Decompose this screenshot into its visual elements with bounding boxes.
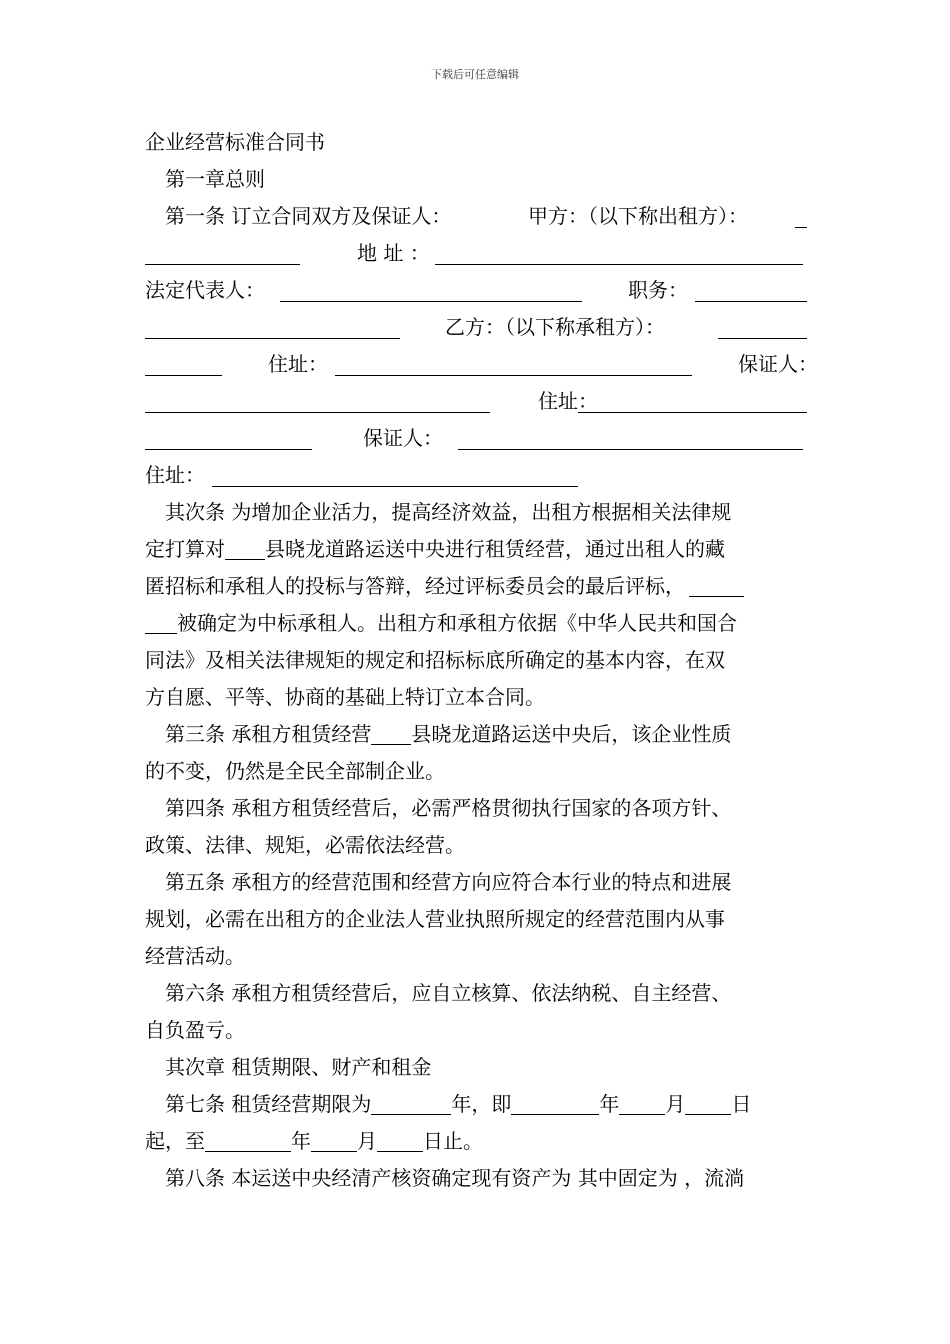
blank-field (371, 1092, 451, 1115)
blank-field (212, 464, 578, 487)
blank-field (695, 279, 807, 302)
document-title: 企业经营标准合同书 (145, 130, 325, 154)
text-segment: 匿招标和承租人的投标与答辩，经过评标委员会的最后评标， (145, 574, 685, 598)
chapter-heading: 第一章总则 (165, 167, 265, 191)
article-7-line-2 (145, 1123, 810, 1160)
party-b-label: 乙方：（以下称承租方）： (445, 315, 665, 339)
text-segment: 月 (665, 1092, 686, 1116)
text-segment: 第三条 承租方租赁经营 (165, 722, 372, 746)
article-2-line-6: 方自愿、平等、协商的基础上特订立本合同。 (145, 685, 545, 709)
blank-field (435, 242, 803, 265)
text-segment: 日止。 (423, 1129, 483, 1153)
blank-field (145, 316, 400, 339)
text-segment: 县晓龙道路运送中央后，该企业性质 (411, 722, 732, 746)
text-segment: 起，至 (145, 1129, 205, 1153)
blank-field (718, 316, 807, 339)
blank-field (205, 1129, 291, 1152)
text-segment: 县晓龙道路运送中央进行租赁经营，通过出租人的藏 (265, 537, 725, 561)
blank-field (145, 390, 490, 413)
chapter-heading-2: 其次章 租赁期限、财产和租金 (165, 1055, 432, 1079)
article-4-line-2: 政策、法律、规矩，必需依法经营。 (145, 833, 465, 857)
article-7-line-1 (145, 1086, 810, 1123)
article-2-line-3 (145, 568, 810, 605)
article-5-line-2: 规划，必需在出租方的企业法人营业执照所规定的经营范围内从事 (145, 907, 725, 931)
article-1-line-3 (145, 272, 810, 309)
blank-field (145, 242, 300, 265)
blank-field (145, 427, 312, 450)
article-3-line-1 (145, 716, 810, 753)
article-1-line-7 (145, 420, 810, 457)
article-2-line-4 (145, 605, 810, 642)
text-segment: 日 (731, 1092, 752, 1116)
blank-field (685, 1092, 731, 1115)
blank-field (578, 390, 807, 413)
blank-field (311, 1129, 357, 1152)
text-segment: ，即 (471, 1092, 512, 1116)
blank-field (458, 427, 803, 450)
contract-document (145, 124, 818, 1197)
article-1-line-5 (145, 346, 818, 383)
blank-field (377, 1129, 423, 1152)
article-3-line-2: 的不变，仍然是全民全部制企业。 (145, 759, 445, 783)
text-segment: 定打算对 (145, 537, 225, 561)
guarantor-label-2: 保证人： (363, 426, 443, 450)
blank-field (511, 1092, 599, 1115)
blank-field (145, 353, 222, 376)
blank-field (795, 205, 807, 228)
page-header: 下载后可任意编辑 (431, 68, 519, 81)
blank-field (335, 353, 692, 376)
guarantor-label: 保证人： (738, 352, 818, 376)
position-label: 职务： (628, 278, 688, 302)
article-1-line-8 (145, 457, 810, 494)
text-segment: 被确定为中标承租人。出租方和承租方依据《中华人民共和国合 (177, 611, 737, 635)
article-1-line-2 (145, 235, 810, 272)
article-1-line-1 (145, 198, 810, 235)
residence-label-3: 住址： (145, 463, 205, 487)
article-2-line-1: 其次条 为增加企业活力，提高经济效益，出租方根据相关法律规 (165, 500, 732, 524)
text-segment: 月 (357, 1129, 377, 1153)
article-6-line-2: 自负盈亏。 (145, 1018, 245, 1042)
text-segment: 年 (451, 1092, 472, 1116)
text-segment: 年 (291, 1129, 311, 1153)
residence-label: 住址： (268, 352, 328, 376)
blank-field (280, 279, 582, 302)
article-4-line-1: 第四条 承租方租赁经营后，必需严格贯彻执行国家的各项方针、 (165, 796, 732, 820)
representative-label: 法定代表人： (145, 278, 265, 302)
blank-field (619, 1092, 665, 1115)
party-a-label: 甲方：（以下称出租方）： (528, 204, 748, 228)
article-6-line-1: 第六条 承租方租赁经营后，应自立核算、依法纳税、自主经营、 (165, 981, 732, 1005)
blank-field (689, 574, 744, 597)
article-5-line-3: 经营活动。 (145, 944, 245, 968)
blank-field (225, 537, 265, 560)
article-8-line-1: 第八条 本运送中央经清产核资确定现有资产为 其中固定为 ，流淌 (165, 1166, 745, 1190)
blank-field (371, 722, 411, 745)
article-2-line-5: 同法》及相关法律规矩的规定和招标标底所确定的基本内容，在双 (145, 648, 725, 672)
blank-field (145, 611, 177, 634)
article-1-label: 第一条 订立合同双方及保证人： (165, 204, 452, 228)
article-1-line-4 (145, 309, 810, 346)
address-label: 地 址 ： (357, 241, 430, 265)
text-segment: 第七条 租赁经营期限为 (165, 1092, 372, 1116)
article-2-line-2 (145, 531, 810, 568)
text-segment: 年 (599, 1092, 620, 1116)
article-5-line-1: 第五条 承租方的经营范围和经营方向应符合本行业的特点和进展 (165, 870, 732, 894)
residence-label-2: 住址： (538, 389, 598, 413)
article-1-line-6 (145, 383, 810, 420)
